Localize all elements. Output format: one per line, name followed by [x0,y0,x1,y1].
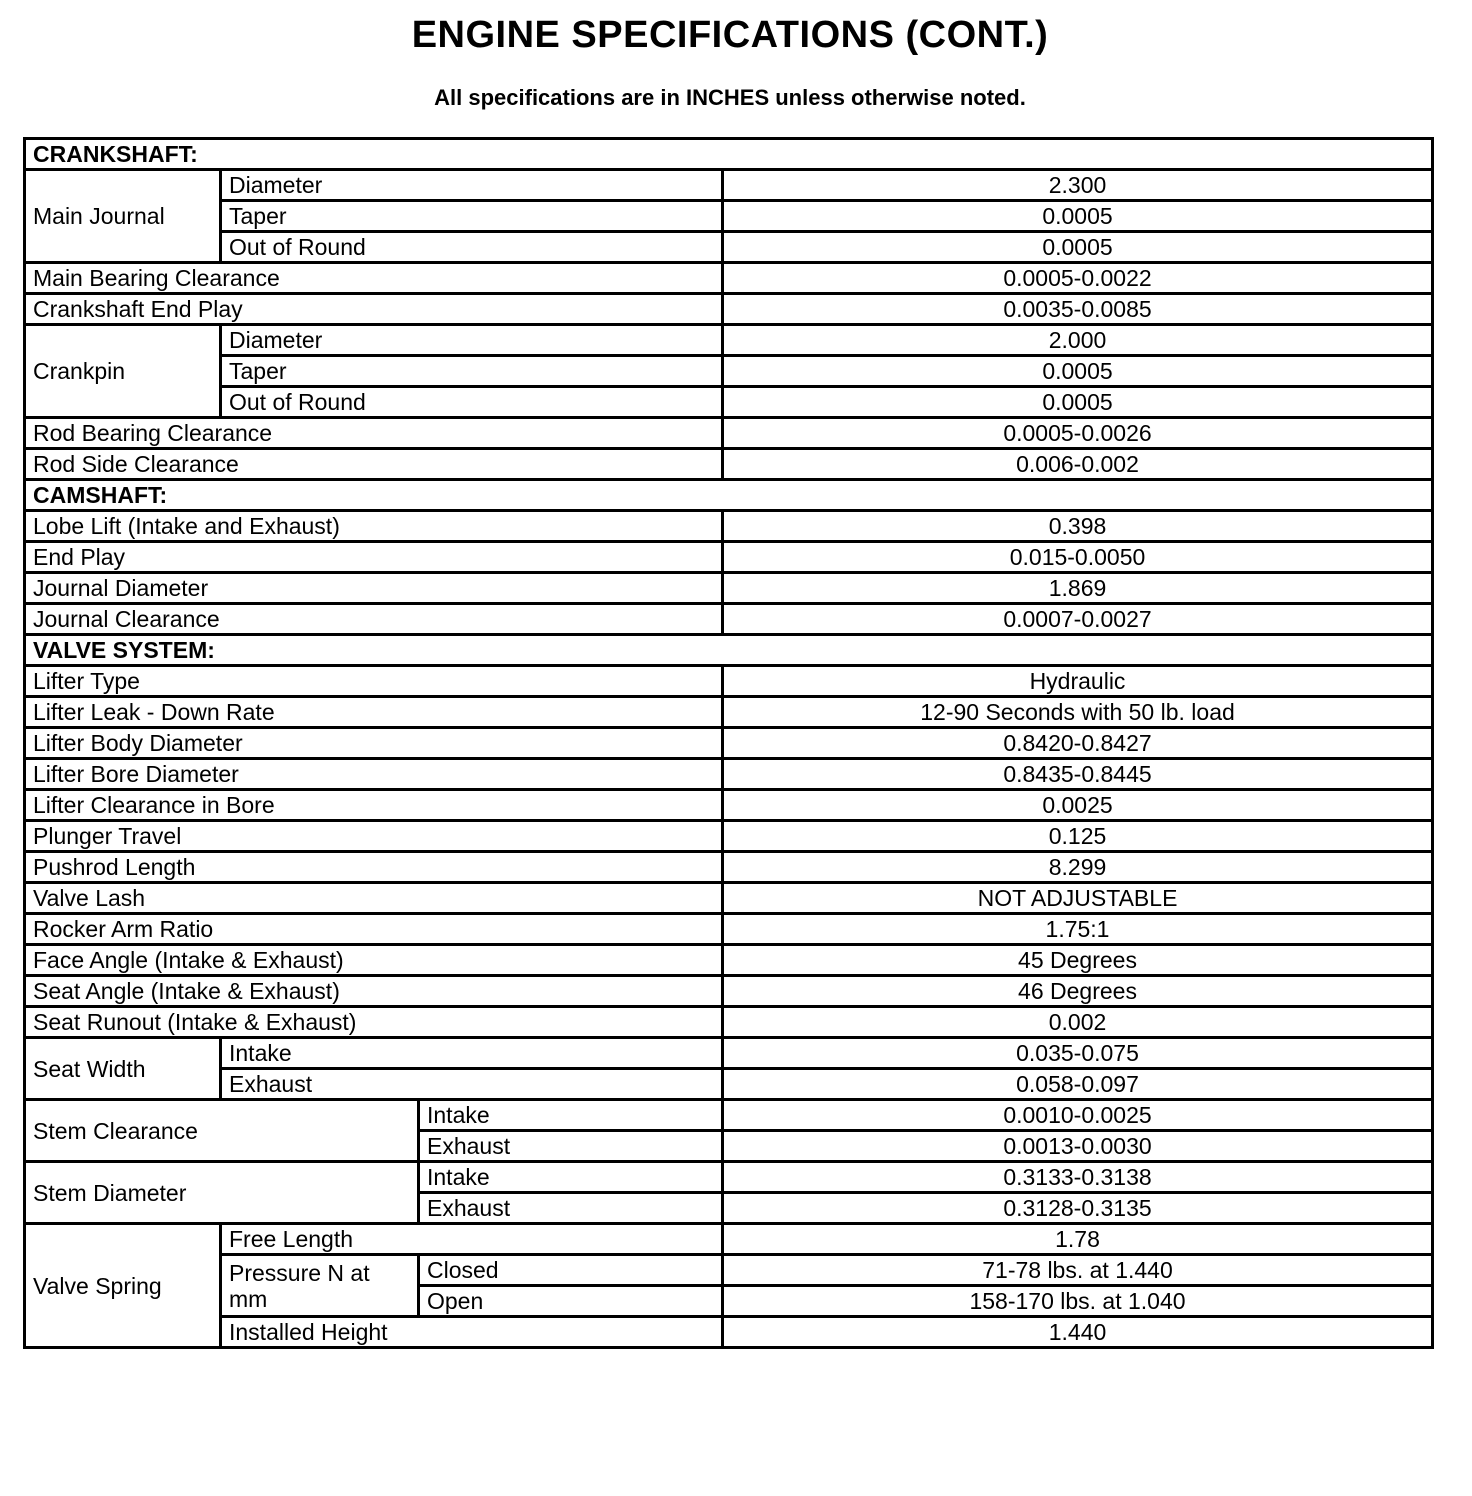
row-label: Taper [221,201,723,232]
row-label: Intake [419,1100,723,1131]
table-row [25,449,1433,480]
table-row [25,1069,1433,1100]
row-value: 0.0005 [723,356,1433,387]
section-title: CRANKSHAFT: [25,139,1433,170]
row-label: Rod Side Clearance [25,449,723,480]
table-row [25,1317,1433,1348]
table-row [25,1100,1433,1131]
row-value: 0.0007-0.0027 [723,604,1433,635]
row-value: 158-170 lbs. at 1.040 [723,1286,1433,1317]
row-label: Open [419,1286,723,1317]
row-label: Seat Angle (Intake & Exhaust) [25,976,723,1007]
row-label: Lifter Bore Diameter [25,759,723,790]
row-label: Intake [221,1038,723,1069]
row-value: 0.035-0.075 [723,1038,1433,1069]
row-value: 0.0005-0.0022 [723,263,1433,294]
table-row [25,542,1433,573]
row-value: 1.869 [723,573,1433,604]
row-group-label: Seat Width [25,1038,221,1100]
table-row [25,821,1433,852]
table-row [25,263,1433,294]
row-label: Exhaust [221,1069,723,1100]
row-value: 0.398 [723,511,1433,542]
row-label: Diameter [221,325,723,356]
table-row [25,697,1433,728]
row-value: 0.015-0.0050 [723,542,1433,573]
section-title: VALVE SYSTEM: [25,635,1433,666]
page-title: ENGINE SPECIFICATIONS (CONT.) [411,14,1049,56]
table-row [25,170,1433,201]
row-value: 0.0010-0.0025 [723,1100,1433,1131]
row-value: 71-78 lbs. at 1.440 [723,1255,1433,1286]
table-row [25,418,1433,449]
row-label: End Play [25,542,723,573]
row-value: 12-90 Seconds with 50 lb. load [723,697,1433,728]
table-row [25,728,1433,759]
table-row [25,294,1433,325]
row-label: Main Bearing Clearance [25,263,723,294]
row-group-label: Valve Spring [25,1224,221,1348]
row-label: Closed [419,1255,723,1286]
row-label: Crankshaft End Play [25,294,723,325]
section-header-camshaft [25,480,1433,511]
row-label: Out of Round [221,232,723,263]
row-value: 0.0005-0.0026 [723,418,1433,449]
row-value: 0.0005 [723,387,1433,418]
page-subtitle: All specifications are in INCHES unless otherwise noted. [434,85,1026,110]
table-row [25,1162,1433,1193]
row-label: Journal Clearance [25,604,723,635]
row-value: 2.000 [723,325,1433,356]
row-value: 0.3133-0.3138 [723,1162,1433,1193]
row-value: 0.002 [723,1007,1433,1038]
table-row [25,325,1433,356]
row-label: Out of Round [221,387,723,418]
row-label: Installed Height [221,1317,723,1348]
table-row [25,1038,1433,1069]
row-value: Hydraulic [723,666,1433,697]
row-label: Free Length [221,1224,723,1255]
row-sub-group-label: Pressure N at mm [221,1255,419,1317]
row-value: 0.8435-0.8445 [723,759,1433,790]
row-label: Pushrod Length [25,852,723,883]
section-header-crankshaft [25,139,1433,170]
row-label: Lifter Leak - Down Rate [25,697,723,728]
row-group-label: Main Journal [25,170,221,263]
table-row [25,759,1433,790]
engine-specifications-table [23,137,1434,1349]
row-label: Lifter Body Diameter [25,728,723,759]
table-row [25,604,1433,635]
row-label: Rocker Arm Ratio [25,914,723,945]
row-value: 0.0013-0.0030 [723,1131,1433,1162]
row-value: 1.78 [723,1224,1433,1255]
row-value: 2.300 [723,170,1433,201]
table-row [25,883,1433,914]
table-row [25,356,1433,387]
row-value: 0.0005 [723,232,1433,263]
row-value: 0.3128-0.3135 [723,1193,1433,1224]
table-row [25,976,1433,1007]
table-row [25,1007,1433,1038]
row-value: 0.0035-0.0085 [723,294,1433,325]
row-label: Plunger Travel [25,821,723,852]
row-label: Taper [221,356,723,387]
row-label: Intake [419,1162,723,1193]
row-value: 0.125 [723,821,1433,852]
table-row [25,201,1433,232]
row-label: Exhaust [419,1131,723,1162]
row-value: 0.0025 [723,790,1433,821]
row-group-label: Stem Diameter [25,1162,419,1224]
row-label: Face Angle (Intake & Exhaust) [25,945,723,976]
table-row [25,232,1433,263]
row-group-label: Stem Clearance [25,1100,419,1162]
row-label: Lifter Type [25,666,723,697]
table-row [25,945,1433,976]
table-row [25,852,1433,883]
section-title: CAMSHAFT: [25,480,1433,511]
row-label: Seat Runout (Intake & Exhaust) [25,1007,723,1038]
row-value: 0.8420-0.8427 [723,728,1433,759]
row-label: Lifter Clearance in Bore [25,790,723,821]
row-value: 46 Degrees [723,976,1433,1007]
table-row [25,511,1433,542]
row-value: NOT ADJUSTABLE [723,883,1433,914]
row-value: 0.006-0.002 [723,449,1433,480]
table-row [25,1255,1433,1286]
row-label: Journal Diameter [25,573,723,604]
row-label: Rod Bearing Clearance [25,418,723,449]
row-value: 45 Degrees [723,945,1433,976]
table-row [25,790,1433,821]
row-value: 1.75:1 [723,914,1433,945]
row-label: Exhaust [419,1193,723,1224]
table-row [25,573,1433,604]
row-label: Valve Lash [25,883,723,914]
table-row [25,387,1433,418]
row-value: 0.058-0.097 [723,1069,1433,1100]
row-value: 1.440 [723,1317,1433,1348]
table-row [25,1224,1433,1255]
table-row [25,914,1433,945]
row-value: 0.0005 [723,201,1433,232]
table-row [25,666,1433,697]
section-header-valve-system [25,635,1433,666]
row-value: 8.299 [723,852,1433,883]
row-label: Diameter [221,170,723,201]
row-label: Lobe Lift (Intake and Exhaust) [25,511,723,542]
row-group-label: Crankpin [25,325,221,418]
